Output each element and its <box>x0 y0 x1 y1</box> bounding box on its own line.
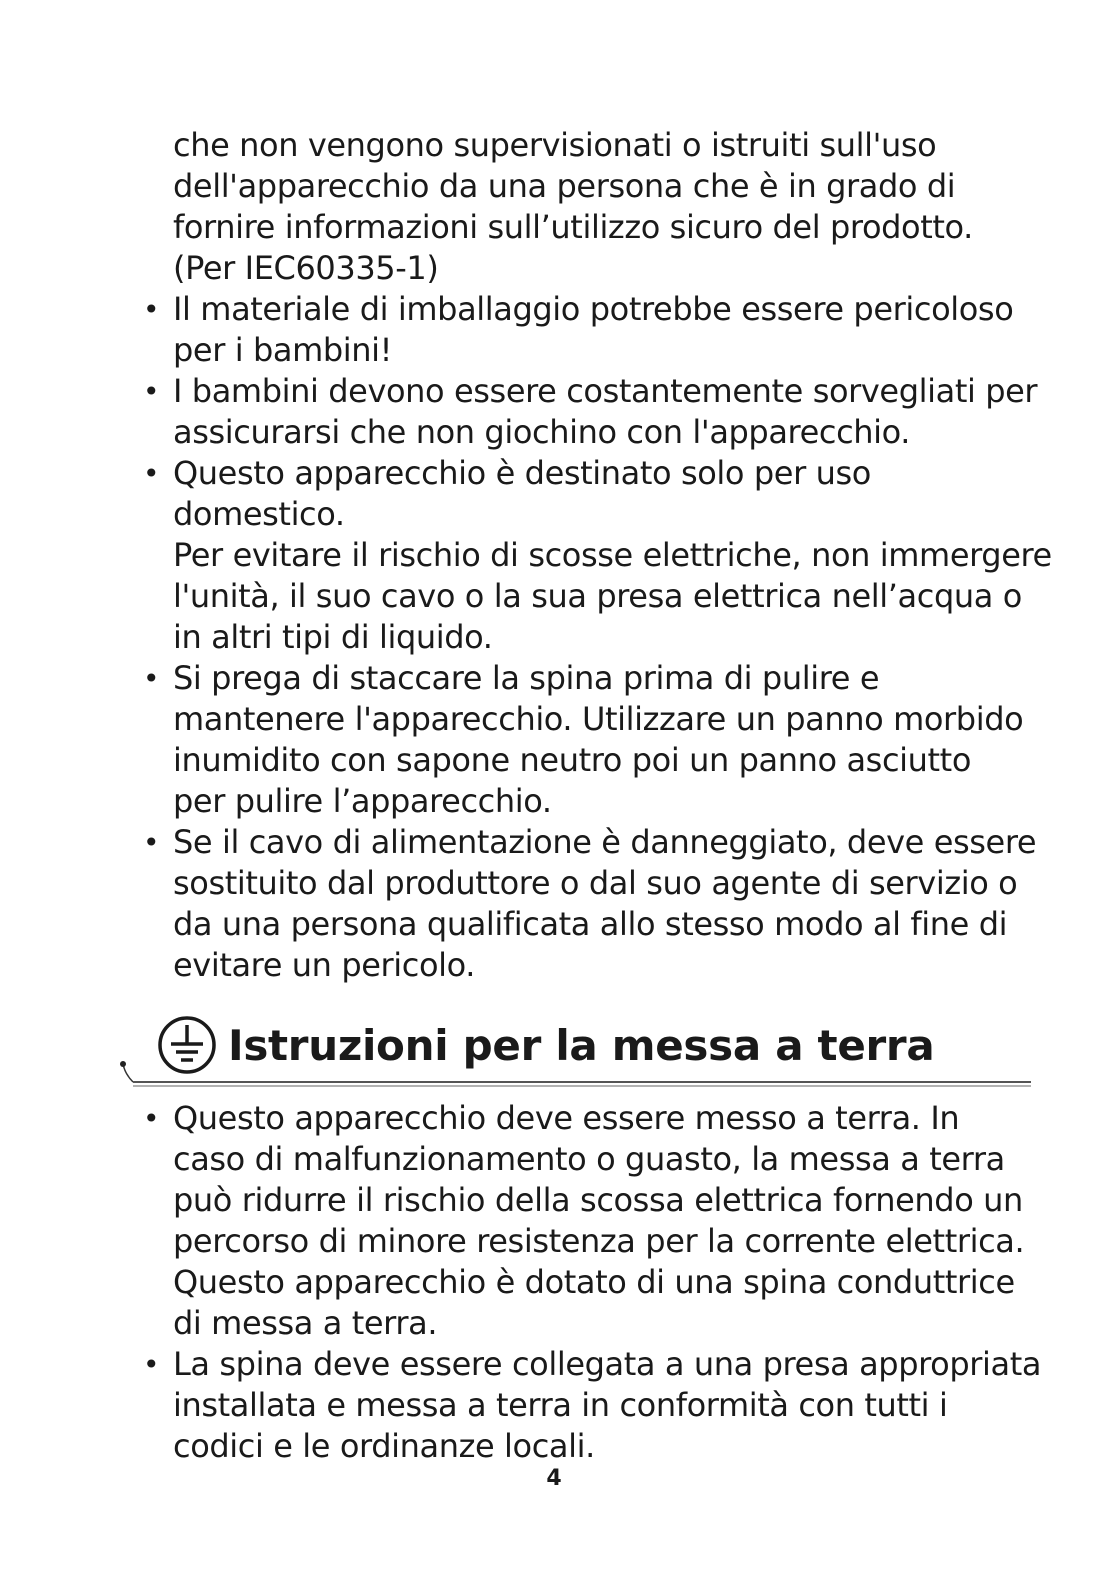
list-item-line: di messa a terra. <box>173 1304 438 1342</box>
list-item-line: evitare un pericolo. <box>173 946 476 984</box>
list-item-line: inumidito con sapone neutro poi un panno asciutto <box>173 741 971 779</box>
bullet-marker: • <box>143 662 160 695</box>
bullet-marker: • <box>143 1102 160 1135</box>
ground-icon <box>155 1013 219 1077</box>
intro-line: fornire informazioni sull’utilizzo sicuro del prodotto. <box>173 208 973 246</box>
list-item-line: per i bambini! <box>173 331 393 369</box>
list-item-line: caso di malfunzionamento o guasto, la messa a terra <box>173 1140 1005 1178</box>
list-item-line: I bambini devono essere costantemente sorvegliati per <box>173 372 1038 410</box>
intro-line: che non vengono supervisionati o istruiti sull'uso <box>173 126 937 164</box>
list-item-line: installata e messa a terra in conformità con tutti i <box>173 1386 948 1424</box>
list-item-line: Questo apparecchio è destinato solo per uso <box>173 454 871 492</box>
page-number: 4 <box>546 1466 562 1491</box>
list-item-line: da una persona qualificata allo stesso modo al fine di <box>173 905 1008 943</box>
section-heading <box>0 1010 1108 1090</box>
intro-line: (Per IEC60335-1) <box>173 249 439 287</box>
list-item-line: codici e le ordinanze locali. <box>173 1427 595 1465</box>
list-item-line: l'unità, il suo cavo o la sua presa elettrica nell’acqua o <box>173 577 1022 615</box>
list-item-line: Per evitare il rischio di scosse elettriche, non immergere <box>173 536 1052 574</box>
bullet-marker: • <box>143 375 160 408</box>
list-item-line: per pulire l’apparecchio. <box>173 782 552 820</box>
bullet-marker: • <box>143 293 160 326</box>
list-item-line: in altri tipi di liquido. <box>173 618 493 656</box>
list-item-line: Si prega di staccare la spina prima di pulire e <box>173 659 880 697</box>
list-item-line: Questo apparecchio deve essere messo a terra. In <box>173 1099 960 1137</box>
list-item-line: Il materiale di imballaggio potrebbe essere pericoloso <box>173 290 1014 328</box>
list-item-line: Se il cavo di alimentazione è danneggiato, deve essere <box>173 823 1037 861</box>
intro-line: dell'apparecchio da una persona che è in grado di <box>173 167 956 205</box>
bullet-marker: • <box>143 457 160 490</box>
list-item-line: può ridurre il rischio della scossa elettrica fornendo un <box>173 1181 1023 1219</box>
bullet-marker: • <box>143 1348 160 1381</box>
list-item-line: percorso di minore resistenza per la corrente elettrica. <box>173 1222 1025 1260</box>
list-item-line: Questo apparecchio è dotato di una spina conduttrice <box>173 1263 1015 1301</box>
section-title: Istruzioni per la messa a terra <box>228 1021 935 1070</box>
list-item-line: La spina deve essere collegata a una presa appropriata <box>173 1345 1042 1383</box>
list-item-line: assicurarsi che non giochino con l'apparecchio. <box>173 413 911 451</box>
list-item-line: mantenere l'apparecchio. Utilizzare un panno morbido <box>173 700 1024 738</box>
list-item-line: sostituito dal produttore o dal suo agente di servizio o <box>173 864 1018 902</box>
bullet-marker: • <box>143 826 160 859</box>
list-item-line: domestico. <box>173 495 345 533</box>
